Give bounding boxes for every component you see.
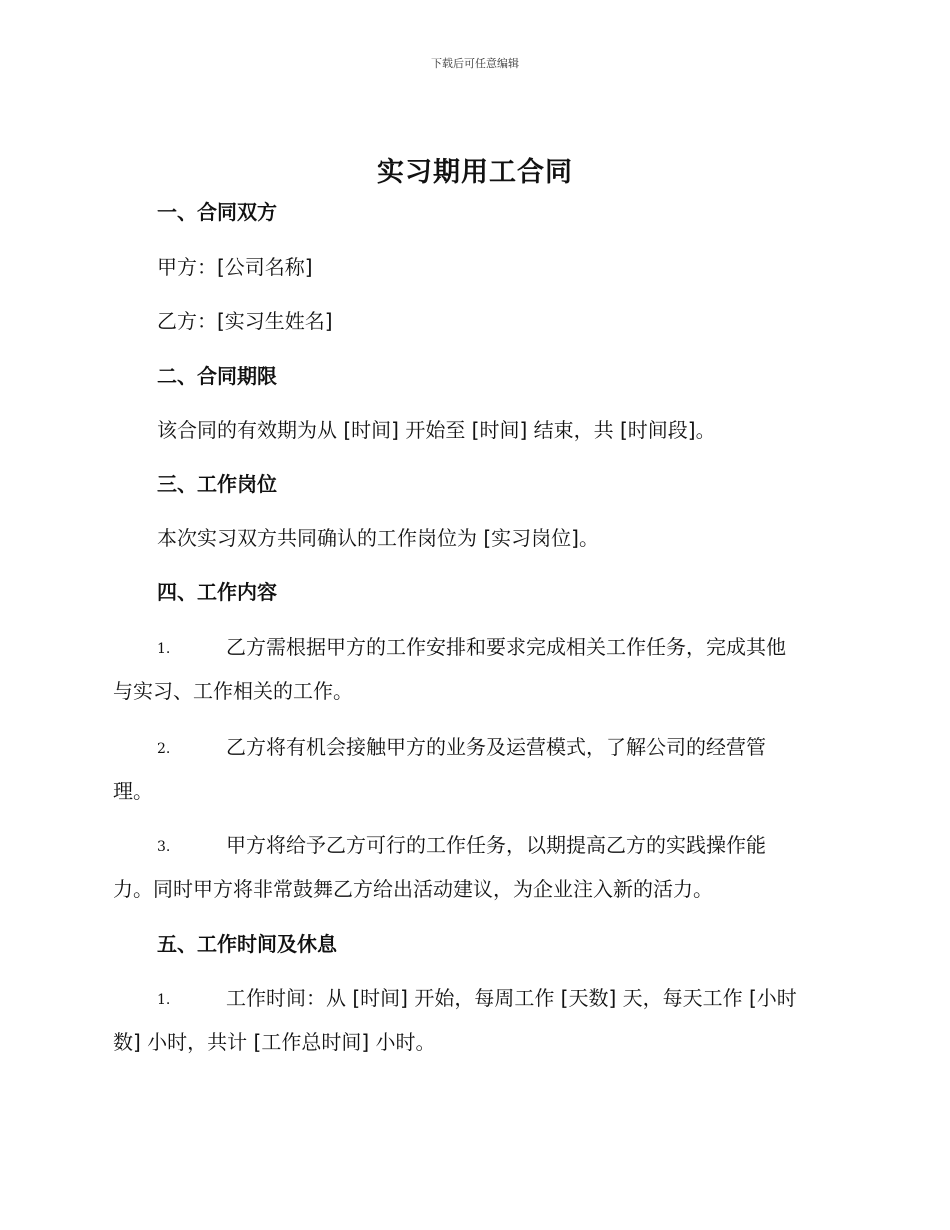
job-position-text: 本次实习双方共同确认的工作岗位为 [实习岗位]。 xyxy=(157,526,599,550)
section-4-heading: 四、工作内容 xyxy=(157,580,277,604)
work-time-item-1 xyxy=(113,986,843,1054)
party-b-line: 乙方：[实习生姓名] xyxy=(157,309,333,333)
work-content-item-3 xyxy=(113,833,843,901)
contract-term-text: 该合同的有效期为从 [时间] 开始至 [时间] 结束，共 [时间段]。 xyxy=(157,418,716,442)
section-5-heading: 五、工作时间及休息 xyxy=(157,932,337,956)
party-a-line: 甲方：[公司名称] xyxy=(157,255,313,279)
item-text-line-2: 与实习、工作相关的工作。 xyxy=(113,679,353,703)
item-text-line-1: 工作时间：从 [时间] 开始，每周工作 [天数] 天，每天工作 [小时 xyxy=(226,986,797,1010)
section-3-heading: 三、工作岗位 xyxy=(157,472,277,496)
section-1-heading: 一、合同双方 xyxy=(157,200,277,224)
item-number: 1. xyxy=(157,992,171,1008)
work-content-item-1 xyxy=(113,635,843,703)
section-2-heading: 二、合同期限 xyxy=(157,364,277,388)
item-number: 2. xyxy=(157,741,171,757)
document-title: 实习期用工合同 xyxy=(377,157,573,188)
header-note: 下载后可任意编辑 xyxy=(431,57,519,70)
item-text-line-2: 理。 xyxy=(113,779,153,803)
item-number: 3. xyxy=(157,839,171,855)
item-text-line-1: 甲方将给予乙方可行的工作任务，以期提高乙方的实践操作能 xyxy=(226,833,766,857)
item-text-line-2: 数] 小时，共计 [工作总时间] 小时。 xyxy=(113,1030,436,1054)
item-text-line-2: 力。同时甲方将非常鼓舞乙方给出活动建议，为企业注入新的活力。 xyxy=(113,877,713,901)
item-text-line-1: 乙方将有机会接触甲方的业务及运营模式，了解公司的经营管 xyxy=(226,735,766,759)
work-content-item-2 xyxy=(113,735,843,803)
item-number: 1. xyxy=(157,641,171,657)
item-text-line-1: 乙方需根据甲方的工作安排和要求完成相关工作任务，完成其他 xyxy=(226,635,786,659)
